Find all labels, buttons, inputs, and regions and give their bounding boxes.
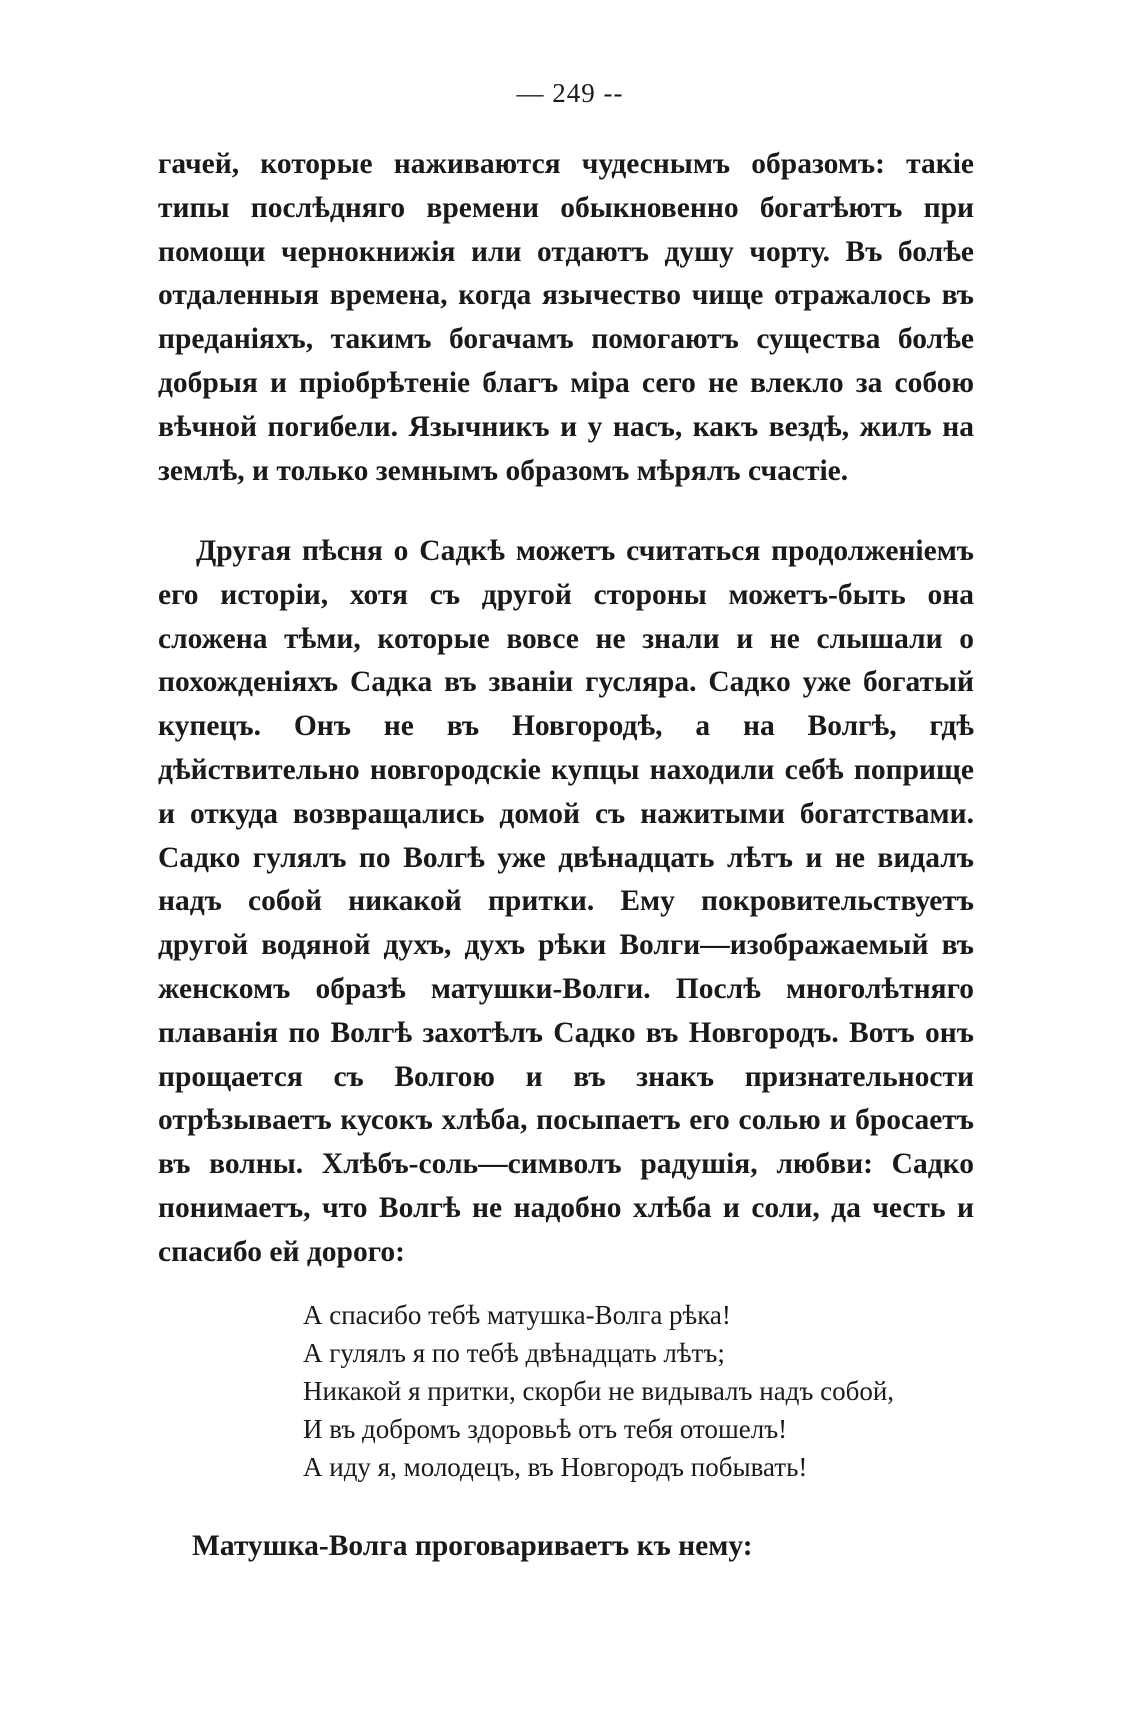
poem-line-3: Никакой я притки, скорби не видывалъ надъ собой, xyxy=(303,1376,895,1406)
poem-line-1: А спасибо тебѣ матушка-Волга рѣка! xyxy=(303,1300,731,1330)
poem-line-4: И въ добромъ здоровьѣ отъ тебя отошелъ! xyxy=(303,1414,788,1444)
paragraph-2: Другая пѣсня о Садкѣ можетъ считаться продолженіемъ его исторіи, хотя съ другой стороны можетъ-быть она сложена тѣми, которые вовсе не знали и не слышали о похожденіяхъ Садка въ званіи гусляра. Садко уже богатый купецъ. Онъ не въ Новгородѣ, а на Волгѣ, гдѣ дѣйствительно новгородскіе купцы находили себѣ поприще и откуда возвращались домой съ нажитыми богатствами. Садко гулялъ по Волгѣ уже двѣнадцать лѣтъ и не видалъ надъ собой никакой притки. Ему покровительствуетъ другой водяной духъ, духъ рѣки Волги—изображаемый въ женскомъ образѣ матушки-Волги. Послѣ многолѣтняго плаванія по Волгѣ захотѣлъ Садко въ Новгородъ. Вотъ онъ прощается съ Волгою и въ знакъ признательности отрѣзываетъ кусокъ хлѣба, посыпаетъ его солью и бросаетъ въ волны. Хлѣбъ-соль—символъ радушія, любви: Садко понимаетъ, что Волгѣ не надобно хлѣба и соли, да честь и спасибо ей дорого: xyxy=(158,535,974,1268)
paragraph-block-1 xyxy=(158,143,974,493)
poem-quote xyxy=(303,1296,983,1486)
poem-line-2: А гулялъ я по тебѣ двѣнадцать лѣтъ; xyxy=(303,1338,725,1368)
poem-line-5: А иду я, молодецъ, въ Новгородъ побывать! xyxy=(303,1452,808,1482)
paragraph-block-2 xyxy=(158,530,974,1275)
closing-line: Матушка-Волга проговариваетъ къ нему: xyxy=(192,1530,753,1562)
paragraph-1: гачей, которые наживаются чудеснымъ образомъ: такіе типы послѣдняго времени обыкновенно богатѣютъ при помощи чернокнижія или отдаютъ душу чорту. Въ болѣе отдаленныя времена, когда язычество чище отражалось въ преданіяхъ, такимъ богачамъ помогаютъ существа болѣе добрыя и пріобрѣтеніе благъ міра сего не влекло за собою вѣчной погибели. Язычникъ и у насъ, какъ вездѣ, жилъ на землѣ, и только земнымъ образомъ мѣрялъ счастіе. xyxy=(158,148,974,487)
page-number: — 249 -- xyxy=(516,78,624,108)
